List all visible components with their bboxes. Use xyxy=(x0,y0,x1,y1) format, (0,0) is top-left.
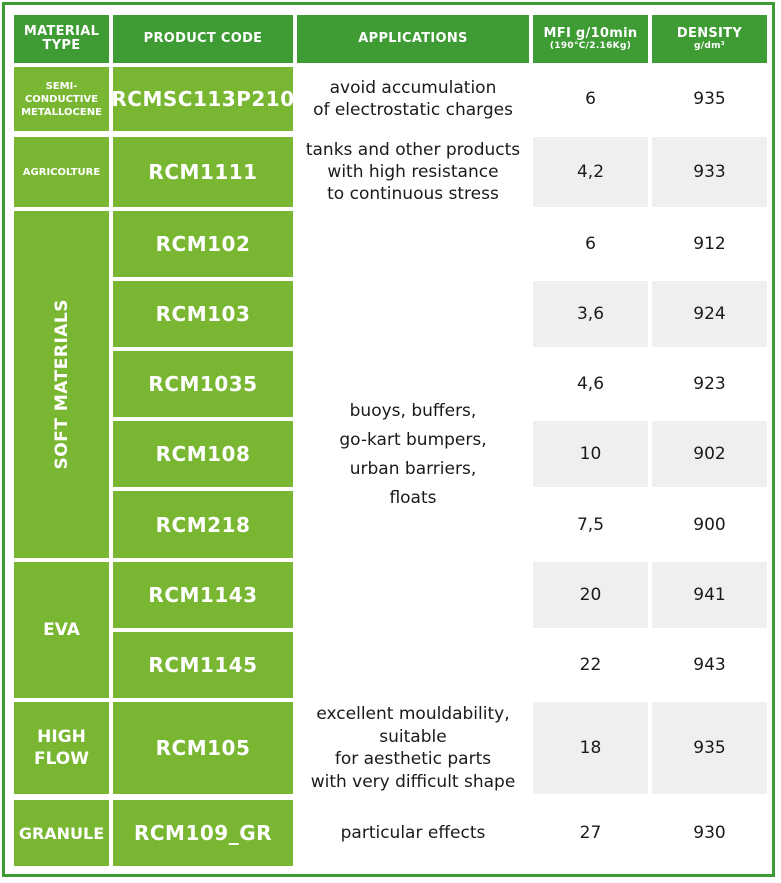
mfi-cell: 7,5 xyxy=(576,514,605,535)
application-cell: particular effects xyxy=(340,823,486,843)
mfi-cell: 20 xyxy=(533,562,648,628)
mfi-cell: 27 xyxy=(579,823,602,843)
header-mfi xyxy=(533,15,648,63)
density-cell: 933 xyxy=(652,137,767,207)
product-code-cell: RCM102 xyxy=(113,211,293,277)
mfi-cell: 6 xyxy=(585,89,596,109)
header-density-label: DENSITY xyxy=(676,26,743,41)
mfi-cell: 4,6 xyxy=(576,374,605,394)
density-cell: 924 xyxy=(652,281,767,347)
density-cell: 935 xyxy=(652,702,767,794)
material-type-cell: HIGH FLOW xyxy=(14,702,109,794)
header-mfi-label: MFI g/10min xyxy=(543,26,638,41)
mfi-cell: 4,2 xyxy=(533,137,648,207)
product-code-cell: RCM1035 xyxy=(113,351,293,417)
soft-materials-label: SOFT MATERIALS xyxy=(51,299,72,470)
application-cell: avoid accumulation of electrostatic charges xyxy=(313,78,513,120)
header-density xyxy=(652,15,767,63)
density-cell: 943 xyxy=(693,655,726,675)
header-material-type: MATERIAL TYPE xyxy=(14,15,109,63)
application-cell: excellent mouldability, suitable for aesthetic parts with very difficult shape xyxy=(310,704,516,792)
density-cell: 912 xyxy=(693,234,726,254)
product-code-cell: RCM109_GR xyxy=(113,800,293,866)
mfi-cell: 10 xyxy=(533,421,648,487)
header-product-code: PRODUCT CODE xyxy=(113,15,293,63)
product-code-cell: RCM103 xyxy=(113,281,293,347)
density-cell: 941 xyxy=(652,562,767,628)
density-cell: 930 xyxy=(693,823,726,843)
header-mfi-sub: (190°C/2.16Kg) xyxy=(549,41,632,51)
mfi-cell: 6 xyxy=(585,234,596,254)
product-code-cell: RCM105 xyxy=(113,702,293,794)
application-cell-shared: buoys, buffers, go-kart bumpers, urban barriers, floats xyxy=(339,400,487,508)
header-applications: APPLICATIONS xyxy=(297,15,529,63)
product-code-cell: RCMSC113P210 xyxy=(113,67,293,131)
mfi-cell: 18 xyxy=(533,702,648,794)
material-type-soft-materials xyxy=(14,211,109,558)
product-code-cell: RCM1111 xyxy=(113,137,293,207)
density-cell: 902 xyxy=(652,421,767,487)
material-type-cell: AGRICOLTURE xyxy=(14,137,109,207)
density-cell: 900 xyxy=(693,514,726,535)
material-type-eva: EVA xyxy=(14,562,109,698)
density-cell: 935 xyxy=(693,89,726,109)
mfi-cell: 3,6 xyxy=(533,281,648,347)
product-code-cell: RCM218 xyxy=(113,491,293,558)
mfi-cell: 22 xyxy=(579,655,602,675)
product-code-cell: RCM108 xyxy=(113,421,293,487)
application-cell: tanks and other products with high resistance to continuous stress xyxy=(305,140,521,204)
density-cell: 923 xyxy=(693,374,726,394)
product-code-cell: RCM1143 xyxy=(113,562,293,628)
product-code-cell: RCM1145 xyxy=(113,632,293,698)
material-type-cell: GRANULE xyxy=(14,800,109,866)
header-density-sub: g/dm³ xyxy=(694,41,725,51)
material-type-cell: SEMI- CONDUCTIVE METALLOCENE xyxy=(14,67,109,131)
